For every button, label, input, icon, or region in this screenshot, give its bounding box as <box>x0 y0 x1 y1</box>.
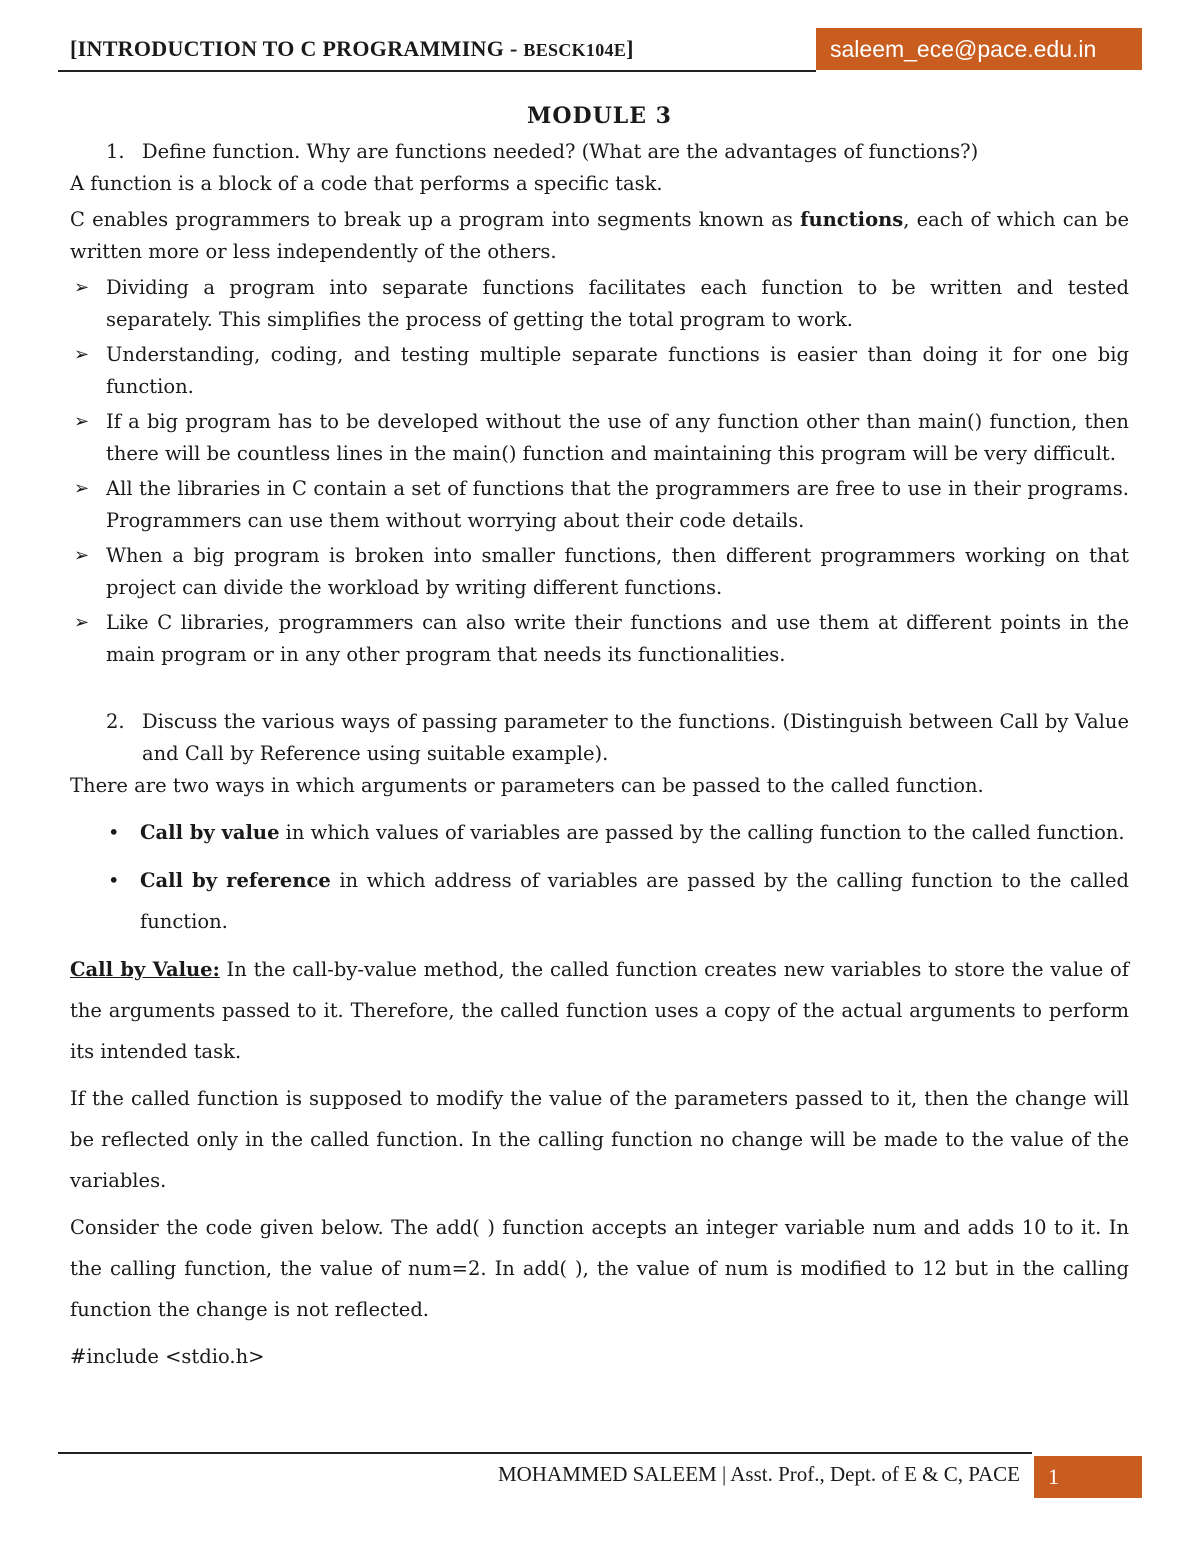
page-number: 1 <box>1034 1456 1142 1498</box>
bullet-icon: • <box>108 821 120 844</box>
page-header <box>58 26 1144 74</box>
question-1: 1. Define function. Why are functions needed? (What are the advantages of functions?) <box>106 140 979 163</box>
list-item: ➢ Like C libraries, programmers can also write their functions and use them at different points in the main program or in any other program that needs its functionalities. <box>70 607 1129 671</box>
list-item: ➢ Dividing a program into separate functions facilitates each function to be written and tested separately. This simplifies the process of getting the total program to work. <box>70 272 1129 336</box>
list-item: ➢ Understanding, coding, and testing multiple separate functions is easier than doing it for one big function. <box>70 339 1129 403</box>
spacer <box>70 674 1129 706</box>
arrow-bullet-icon: ➢ <box>74 411 90 432</box>
module-title: MODULE 3 <box>527 103 672 129</box>
list-item: • Call by reference in which address of variables are passed by the calling function to the called function. <box>70 860 1129 942</box>
definition-paragraph: A function is a block of a code that performs a specific task. <box>70 172 663 195</box>
arrow-bullet-icon: ➢ <box>74 545 90 566</box>
header-email: saleem_ece@pace.edu.in <box>816 28 1142 70</box>
header-rule <box>58 70 816 72</box>
functions-paragraph: C enables programmers to break up a program into segments known as functions, each of which can be written more or less independently of the others. <box>70 208 1129 263</box>
advantages-list <box>70 272 1129 671</box>
arrow-bullet-icon: ➢ <box>74 478 90 499</box>
bullet-icon: • <box>108 869 120 892</box>
page-footer <box>58 1452 1144 1500</box>
list-item: ➢ When a big program is broken into smaller functions, then different programmers working on that project can divide the workload by writing different functions. <box>70 540 1129 604</box>
arrow-bullet-icon: ➢ <box>74 277 90 298</box>
methods-list <box>70 812 1129 942</box>
call-by-value-paragraph: Call by Value: In the call-by-value method, the called function creates new variables to store the value of the arguments passed to it. Therefore, the called function uses a copy of the actual arguments to perform its intended task. <box>70 958 1129 1063</box>
arrow-bullet-icon: ➢ <box>74 344 90 365</box>
list-item: ➢ If a big program has to be developed without the use of any function other than main() function, then there will be countless lines in the main() function and maintaining this program will be very difficult. <box>70 406 1129 470</box>
example-paragraph: Consider the code given below. The add( ) function accepts an integer variable num and adds 10 to it. In the calling function, the value of num=2. In add( ), the value of num is modified to 12 but in the calling function the change is not reflected. <box>70 1216 1129 1321</box>
footer-rule <box>58 1452 1032 1454</box>
modify-paragraph: If the called function is supposed to modify the value of the parameters passed to it, then the change will be reflected only in the called function. In the calling function no change will be made to the value of the variables. <box>70 1087 1129 1192</box>
document-body <box>70 96 1129 1381</box>
header-title: [INTRODUCTION TO C PROGRAMMING - BESCK104E] <box>70 36 634 61</box>
question-2: 2. Discuss the various ways of passing parameter to the functions. (Distinguish between Call by Value and Call by Reference using suitable example). <box>106 710 1129 765</box>
code-line: #include <stdio.h> <box>70 1345 265 1368</box>
list-item: • Call by value in which values of variables are passed by the calling function to the called function. <box>70 812 1129 853</box>
list-item: ➢ All the libraries in C contain a set of functions that the programmers are free to use in their programs. Programmers can use them without worrying about their code details. <box>70 473 1129 537</box>
arrow-bullet-icon: ➢ <box>74 612 90 633</box>
footer-author: MOHAMMED SALEEM | Asst. Prof., Dept. of E & C, PACE <box>497 1462 1020 1486</box>
ways-paragraph: There are two ways in which arguments or parameters can be passed to the called function. <box>70 774 984 797</box>
